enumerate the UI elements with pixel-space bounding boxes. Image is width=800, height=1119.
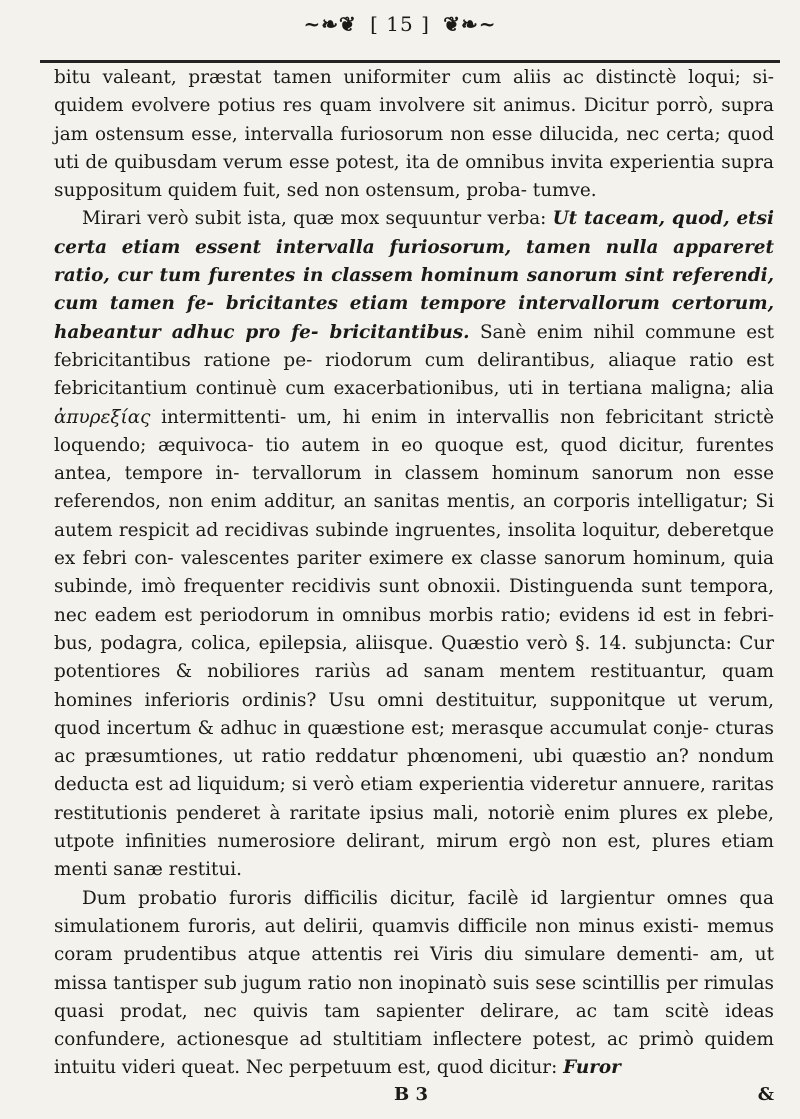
header-rule [40, 60, 780, 63]
paragraph-3-text: Dum probatio furoris difficilis dicitur, facilè id largientur omnes qua simulationem furoris, aut delirii, quamvis difficile non minus existi- memus coram prudentibus atque attentis rei Viris diu simulare dementi- am, ut missa tantisper sub jugum ratio non inopinatò suis sese scintillis per rimulas quasi prodat, nec quivis tam sapienter delirare, ac tam scitè ideas confundere, actionesque ad stultitiam inflectere potest, ac primò quidem intuitu videri queat. Nec perpetuum est, quod dicitur: [54, 887, 774, 1079]
catchword: & [757, 1084, 774, 1105]
body-text [54, 64, 774, 1083]
paragraph-2-intro: Mirari verò subit ista, quæ mox sequuntur verba: [82, 208, 553, 230]
greek-term: ἀπυρεξίας [54, 406, 151, 428]
paragraph-2-part-b: intermittenti- um, hi enim in intervallis non febricitant strictè loquendo; æquivoca- tio autem in eo quoque est, quod dicitur, furentes antea, tempore in- tervallorum in classem hominum sanorum non esse referendos, non enim additur, an sanitas mentis, an corporis intelligatur; Si autem respicit ad recidivas subinde ingruentes, insolita loquitur, deberetque ex febri con- valescentes pariter eximere ex classe sanorum hominum, quia subinde, imò frequenter recidivis sunt obnoxii. Distinguenda sunt tempora, nec eadem est periodorum in omnibus morbis ratio; evidens id est in febri- bus, podagra, colica, epilepsia, aliisque. Quæstio verò §. 14. subjuncta: Cur potentiores & nobiliores rariùs ad sanam mentem restituantur, quam homines inferioris ordinis? Usu omni destituitur, supponitque ut verum, quod incertum & adhuc in quæstione est; merasque accumulat conje- cturas ac præsumtiones, ut ratio reddatur phœnomeni, ubi quæstio an? nondum deducta est ad liquidum; si verò etiam experientia videretur annuere, raritas restitutionis penderet à raritate ipsius mali, notoriè enim plures ex plebe, utpote infinities numerosiore delirant, mirum ergò non est, plures etiam menti sanæ restitui. [54, 406, 774, 881]
paragraph-2-part-a: Sanè enim nihil commune est febricitantibus ratione pe- riodorum cum delirantibus, aliaque ratio est febricitantium continuè cum exacerbationibus, uti in tertiana maligna; alia [54, 321, 775, 400]
paragraph-3 [54, 885, 774, 1083]
paragraph-1: bitu valeant, præstat tamen uniformiter cum aliis ac distinctè loqui; si- quidem evolvere potius res quam involvere sit animus. Dicitur porrò, supra jam ostensum esse, intervalla furiosorum non esse dilucida, nec certa; quod uti de quibusdam verum esse potest, ita de omnibus invita experientia supra suppositum quidem fuit, sed non ostensum, proba- tumve. [54, 67, 774, 202]
paragraph-2 [54, 205, 774, 884]
page-header [0, 12, 800, 44]
left-ornament: ~❧❦ [303, 12, 357, 36]
quoted-passage: Ut taceam, quod, etsi certa etiam essent intervalla furiosorum, tamen nulla appareret ratio, cur tum furentes in classem hominum sanorum sint referendi, cum tamen fe- bricitantes etiam tempore intervallorum certorum, habeantur adhuc pro fe- bricitantibus. [54, 208, 775, 343]
paragraph-3-end: Furor [563, 1057, 621, 1079]
page-footer [54, 1084, 774, 1112]
page-number: [ 15 ] [370, 12, 430, 36]
right-ornament: ❦❧~ [443, 12, 497, 36]
signature-mark: B 3 [394, 1084, 429, 1105]
